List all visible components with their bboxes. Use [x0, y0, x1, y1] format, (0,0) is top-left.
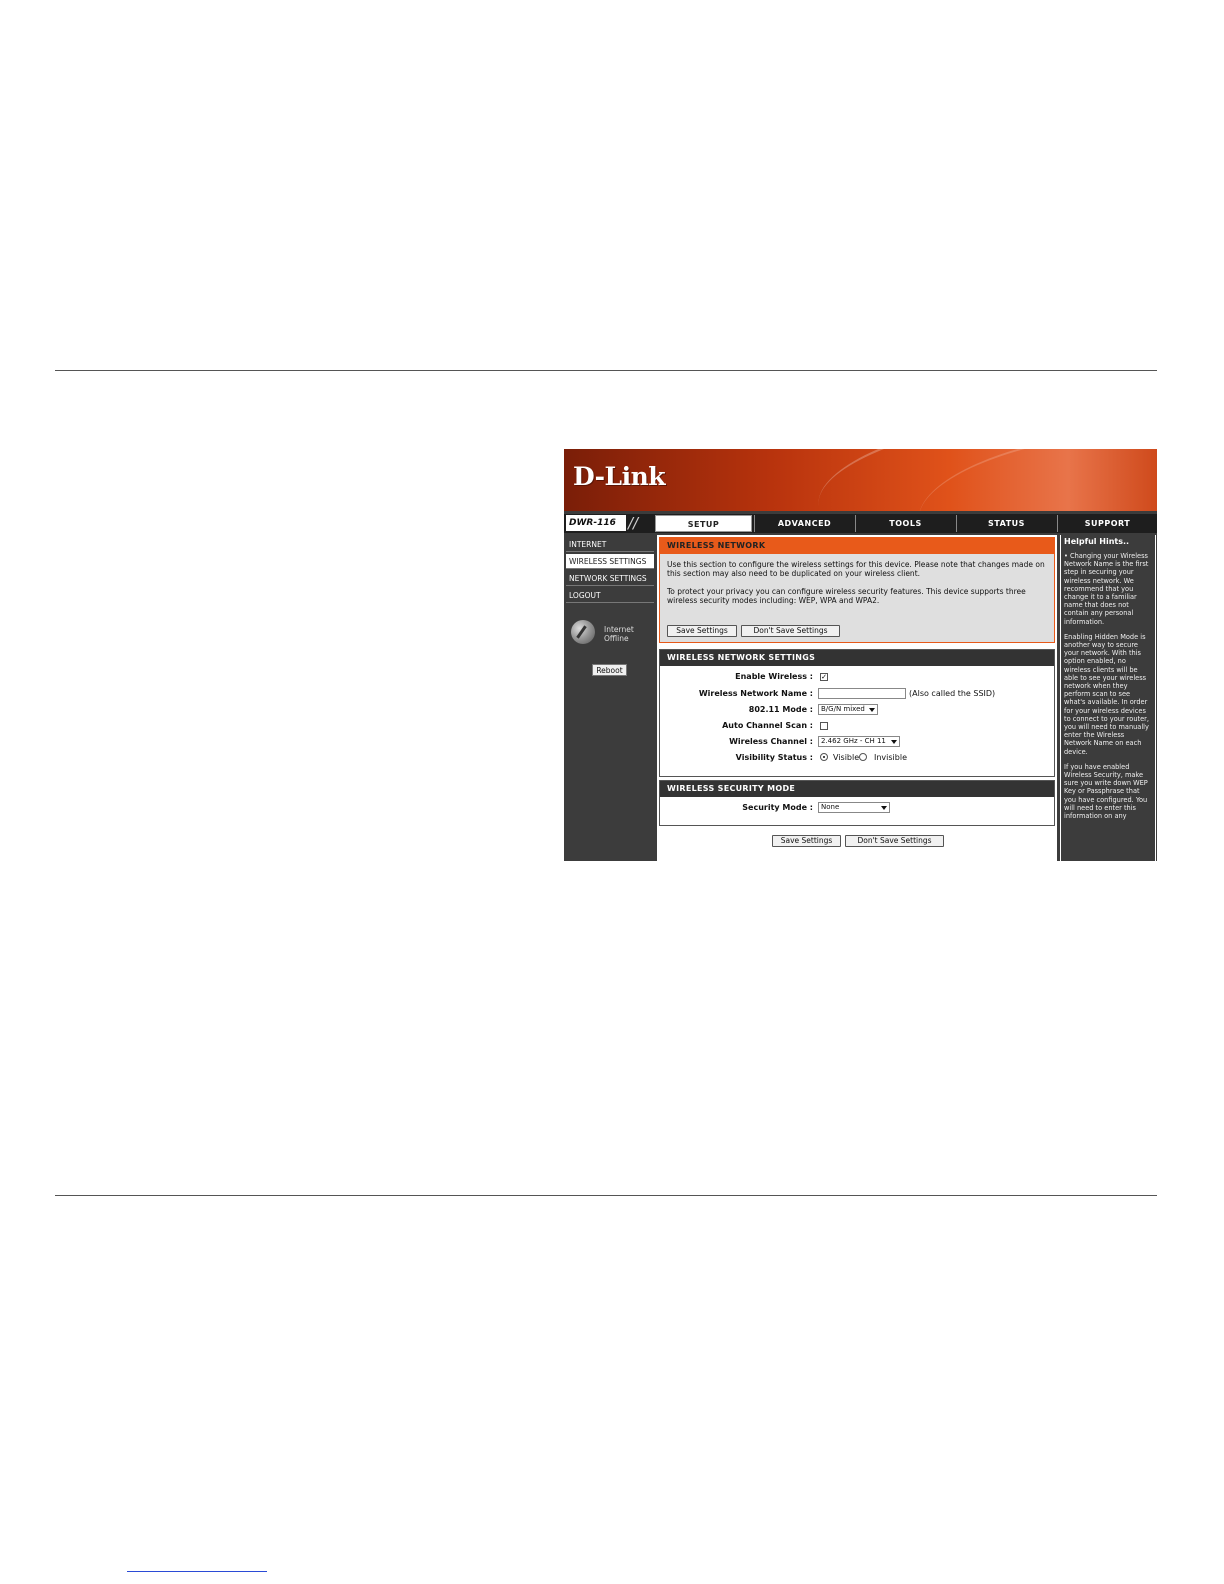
top-divider — [55, 370, 1157, 371]
network-name-input[interactable] — [818, 688, 906, 699]
dont-save-settings-button-bottom[interactable]: Don't Save Settings — [845, 835, 944, 847]
chevron-down-icon — [869, 708, 875, 712]
auto-scan-label: Auto Channel Scan : — [722, 721, 813, 730]
channel-row — [660, 735, 1056, 749]
header-banner — [564, 449, 1157, 511]
hint-2: Enabling Hidden Mode is another way to secure your network. With this option enabled, no wireless clients will be able to see your wireless network when they perform scan to see what's available. In order for your wireless devices to connect to your router, you will need to manually enter the Wireless Network Name on each device. — [1064, 632, 1149, 756]
channel-select[interactable] — [818, 736, 900, 747]
invisible-radio-label: Invisible — [874, 753, 907, 762]
wireless-network-title: WIRELESS NETWORK — [660, 538, 1054, 554]
internet-globe-icon — [571, 620, 595, 644]
left-navigation — [564, 535, 655, 861]
internet-status — [604, 625, 634, 643]
router-admin-screenshot — [564, 449, 1157, 861]
enable-wireless-checkbox[interactable]: ✓ — [821, 673, 827, 681]
visible-radio[interactable] — [820, 753, 828, 761]
sidebar-item-wireless-settings[interactable]: WIRELESS SETTINGS — [566, 554, 654, 569]
tab-tools[interactable]: TOOLS — [855, 515, 955, 532]
mode-select[interactable] — [818, 704, 878, 715]
tab-setup[interactable]: SETUP — [655, 515, 752, 532]
enable-wireless-label: Enable Wireless : — [735, 672, 813, 681]
auto-scan-row — [660, 719, 1056, 733]
mode-row — [660, 703, 1056, 717]
mode-label: 802.11 Mode : — [748, 705, 813, 714]
visibility-row — [660, 751, 1056, 765]
network-name-label: Wireless Network Name : — [698, 689, 813, 698]
network-name-row — [660, 687, 1056, 701]
chevron-down-icon — [881, 806, 887, 810]
chevron-down-icon — [891, 740, 897, 744]
main-content — [657, 535, 1057, 861]
internet-label: Internet — [604, 625, 634, 634]
ssid-hint: (Also called the SSID) — [909, 689, 996, 698]
channel-select-value: 2.462 GHz - CH 11 — [821, 737, 886, 745]
reboot-button[interactable]: Reboot — [592, 664, 627, 676]
helpful-hints-panel — [1060, 535, 1157, 861]
footer-link-underline[interactable] — [127, 1571, 267, 1572]
model-label: DWR-116 — [566, 515, 626, 531]
save-settings-button-bottom[interactable]: Save Settings — [772, 835, 841, 847]
save-settings-button-top[interactable]: Save Settings — [667, 625, 737, 637]
intro-paragraph-2: To protect your privacy you can configure wireless security features. This device supports three wireless security modes including: WEP, WPA and WPA2. — [667, 587, 1026, 605]
security-mode-label: Security Mode : — [742, 803, 813, 812]
hint-3: If you have enabled Wireless Security, make sure you write down WEP Key or Passphrase that you have configured. You will need to enter this information on any — [1064, 762, 1148, 821]
sidebar-item-network-settings[interactable]: NETWORK SETTINGS — [566, 571, 654, 586]
hint-1: • Changing your Wireless Network Name is the first step in securing your wireless network. We recommend that you change it to a familiar name that does not contain any personal information. — [1064, 552, 1149, 626]
hints-title: Helpful Hints.. — [1064, 537, 1130, 546]
wireless-network-settings-section — [659, 649, 1055, 777]
invisible-radio[interactable] — [859, 753, 867, 761]
top-tab-bar — [564, 514, 1157, 533]
security-mode-row — [660, 801, 1056, 815]
sidebar-item-logout[interactable]: LOGOUT — [566, 588, 654, 603]
security-mode-value: None — [821, 803, 840, 811]
tab-advanced[interactable]: ADVANCED — [754, 515, 854, 532]
visibility-label: Visibility Status : — [735, 753, 813, 762]
wireless-settings-title: WIRELESS NETWORK SETTINGS — [660, 650, 1054, 666]
auto-scan-checkbox[interactable] — [820, 722, 828, 730]
internet-status-value: Offline — [604, 634, 629, 643]
intro-paragraph-1: Use this section to configure the wireless settings for this device. Please note that changes made on this section may also need to be duplicated on your wireless client. — [667, 560, 1045, 578]
mode-select-value: B/G/N mixed — [821, 705, 865, 713]
dont-save-settings-button-top[interactable]: Don't Save Settings — [741, 625, 840, 637]
dlink-logo: D-Link — [573, 462, 666, 491]
channel-label: Wireless Channel : — [729, 737, 813, 746]
security-mode-select[interactable] — [818, 802, 890, 813]
sidebar-item-internet[interactable]: INTERNET — [566, 537, 654, 552]
wireless-network-section — [659, 537, 1055, 643]
security-title: WIRELESS SECURITY MODE — [660, 781, 1054, 797]
tab-status[interactable]: STATUS — [956, 515, 1056, 532]
bottom-divider — [55, 1195, 1157, 1196]
tab-support[interactable]: SUPPORT — [1057, 515, 1157, 532]
slash-decoration: // — [628, 514, 639, 532]
enable-wireless-row — [660, 670, 1056, 684]
wireless-security-section — [659, 780, 1055, 826]
visible-radio-label: Visible — [833, 753, 860, 762]
